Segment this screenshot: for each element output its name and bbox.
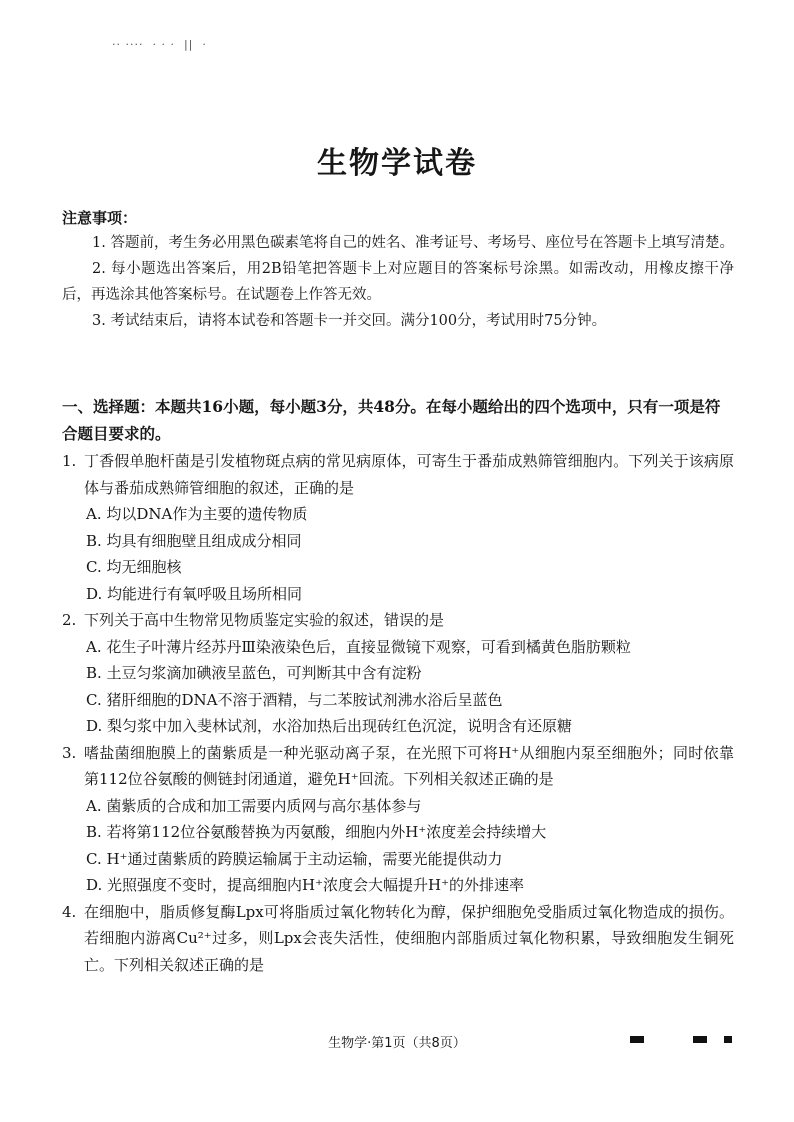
question-number: 4. — [62, 902, 77, 921]
question-stem: 丁香假单胞杆菌是引发植物斑点病的常见病原体，可寄生于番茄成熟筛管细胞内。下列关于该病原体与番茄成熟筛管细胞的叙述，正确的是 — [84, 452, 734, 497]
option-c: C. 均无细胞核 — [86, 558, 182, 576]
option-d: D. 光照强度不变时，提高细胞内H⁺浓度会大幅提升H⁺的外排速率 — [86, 876, 525, 894]
notice-heading: 注意事项： — [62, 209, 138, 227]
option-b: B. 均具有细胞壁且组成成分相同 — [86, 531, 302, 550]
question-1 — [62, 448, 734, 607]
scan-mark — [693, 1036, 707, 1043]
question-number: 2. — [62, 611, 77, 629]
option-b: B. 若将第112位谷氨酸替换为丙氨酸，细胞内外H⁺浓度差会持续增大 — [86, 823, 547, 841]
question-4 — [62, 899, 734, 979]
question-stem: 在细胞中，脂质修复酶Lpx可将脂质过氧化物转化为醇，保护细胞免受脂质过氧化物造成的损伤。若细胞内游离Cu²⁺过多，则Lpx会丧失活性，使细胞内部脂质过氧化物积累，导致细胞发生铜死亡。下列相关叙述正确的是 — [84, 902, 734, 974]
option-a: A. 均以DNA作为主要的遗传物质 — [86, 505, 308, 523]
scan-mark — [724, 1036, 732, 1043]
section-heading: 一、选择题：本题共16小题，每小题3分，共48分。在每小题给出的四个选项中，只有一项是符合题目要求的。 — [62, 397, 721, 443]
notice-item: 1. 答题前，考生务必用黑色碳素笔将自己的姓名、准考证号、考场号、座位号在答题卡上填写清楚。 — [92, 235, 734, 251]
question-number: 1. — [62, 452, 77, 470]
header-scan-mark: ·· ···· · · · || · — [112, 38, 207, 51]
notice-list — [62, 230, 734, 334]
option-d: D. 梨匀浆中加入斐林试剂，水浴加热后出现砖红色沉淀，说明含有还原糖 — [86, 717, 573, 735]
page-footer: 生物学·第1页（共8页） — [328, 1036, 466, 1051]
question-2 — [62, 607, 734, 740]
notice-item: 3. 考试结束后，请将本试卷和答题卡一并交回。满分100分，考试用时75分钟。 — [92, 313, 607, 329]
question-3 — [62, 740, 734, 899]
question-stem: 嗜盐菌细胞膜上的菌紫质是一种光驱动离子泵，在光照下可将H⁺从细胞内泵至细胞外；同时依靠第112位谷氨酸的侧链封闭通道，避免H⁺回流。下列相关叙述正确的是 — [84, 743, 734, 788]
option-c: C. H⁺通过菌紫质的跨膜运输属于主动运输，需要光能提供动力 — [86, 849, 503, 868]
option-a: A. 花生子叶薄片经苏丹Ⅲ染液染色后，直接显微镜下观察，可看到橘黄色脂肪颗粒 — [86, 637, 631, 656]
option-d: D. 均能进行有氧呼吸且场所相同 — [86, 584, 303, 603]
option-a: A. 菌紫质的合成和加工需要内质网与高尔基体参与 — [86, 796, 422, 815]
option-b: B. 土豆匀浆滴加碘液呈蓝色，可判断其中含有淀粉 — [86, 664, 422, 682]
question-list — [62, 448, 734, 978]
question-number: 3. — [62, 743, 77, 762]
page-title: 生物学试卷 — [317, 146, 477, 181]
option-c: C. 猪肝细胞的DNA不溶于酒精，与二苯胺试剂沸水浴后呈蓝色 — [86, 690, 503, 709]
notice-item: 2. 每小题选出答案后，用2B铅笔把答题卡上对应题目的答案标号涂黑。如需改动，用橡皮擦干净后，再选涂其他答案标号。在试题卷上作答无效。 — [62, 261, 734, 303]
question-stem: 下列关于高中生物常见物质鉴定实验的叙述，错误的是 — [84, 611, 445, 629]
scan-mark — [630, 1036, 644, 1043]
